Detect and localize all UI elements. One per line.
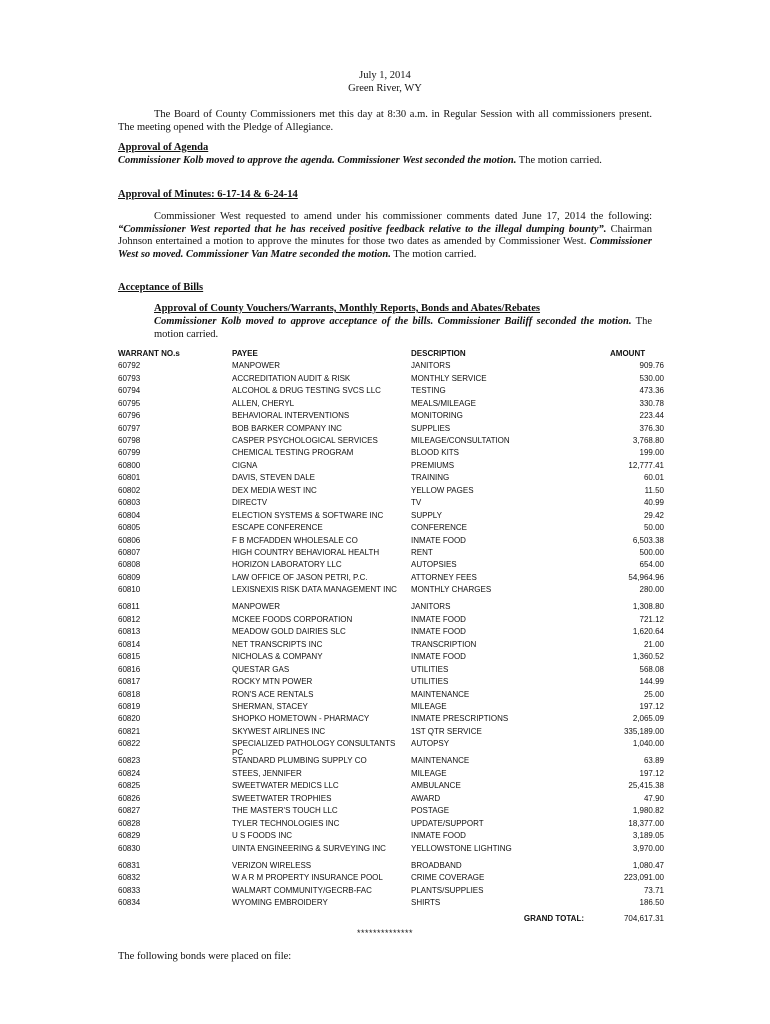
warrant-cell: 60828: [118, 818, 141, 828]
payee-cell: CASPER PSYCHOLOGICAL SERVICES: [232, 436, 378, 446]
warrant-cell: 60814: [118, 639, 141, 649]
amount-cell: 568.08: [639, 664, 664, 674]
table-body: [118, 361, 664, 910]
agenda-paragraph: [118, 155, 652, 168]
warrant-cell: 60797: [118, 423, 141, 433]
warrant-cell: 60803: [118, 498, 141, 508]
description-cell: RENT: [411, 547, 433, 557]
description-cell: BROADBAND: [411, 860, 462, 870]
amount-cell: 144.99: [639, 677, 664, 687]
amount-cell: 199.00: [639, 448, 664, 458]
description-cell: TV: [411, 498, 422, 508]
description-cell: INMATE FOOD: [411, 652, 466, 662]
table-row: [118, 448, 664, 460]
table-row: [118, 756, 664, 768]
table-row: [118, 548, 664, 560]
description-cell: SUPPLY: [411, 510, 442, 520]
payee-cell: WALMART COMMUNITY/GECRB-FAC: [232, 885, 372, 895]
agenda-heading: Approval of Agenda: [118, 142, 209, 153]
table-row: [118, 794, 664, 806]
description-cell: PREMIUMS: [411, 460, 455, 470]
warrant-cell: 60818: [118, 689, 141, 699]
amount-cell: 18,377.00: [628, 818, 664, 828]
payee-cell: MCKEE FOODS CORPORATION: [232, 614, 353, 624]
description-cell: PLANTS/SUPPLIES: [411, 885, 484, 895]
amount-cell: 280.00: [639, 585, 664, 595]
warrant-cell: 60832: [118, 873, 141, 883]
payee-cell: NET TRANSCRIPTS INC: [232, 639, 323, 649]
table-row: [118, 727, 664, 739]
table-row: [118, 436, 664, 448]
table-row: [118, 665, 664, 677]
amount-cell: 335,189.00: [623, 726, 664, 736]
warrant-cell: 60796: [118, 411, 141, 421]
amount-cell: 1,308.80: [632, 602, 664, 612]
warrant-cell: 60824: [118, 768, 141, 778]
table-row: [118, 536, 664, 548]
payee-cell: ESCAPE CONFERENCE: [232, 523, 323, 533]
grand-total-value: 704,617.31: [623, 914, 664, 923]
warrant-cell: 60829: [118, 831, 141, 841]
description-cell: YELLOW PAGES: [411, 485, 474, 495]
amount-cell: 40.99: [643, 498, 664, 508]
payee-cell: LEXISNEXIS RISK DATA MANAGEMENT INC: [232, 585, 397, 595]
description-cell: INMATE FOOD: [411, 627, 466, 637]
amount-cell: 63.89: [643, 756, 664, 766]
payee-cell: DIRECTV: [232, 498, 268, 508]
payee-cell: DAVIS, STEVEN DALE: [232, 473, 315, 483]
warrant-cell: 60804: [118, 510, 141, 520]
header-warrant: WARRANT NO.s: [118, 349, 180, 358]
amount-cell: 1,080.47: [632, 860, 664, 870]
warrant-cell: 60811: [118, 602, 140, 612]
payee-cell: STEES, JENNIFER: [232, 768, 302, 778]
table-row: [118, 411, 664, 423]
payee-cell: HIGH COUNTRY BEHAVIORAL HEALTH: [232, 547, 380, 557]
table-row: [118, 560, 664, 572]
meeting-date: July 1, 2014: [359, 70, 411, 81]
description-cell: TRANSCRIPTION: [411, 639, 477, 649]
warrant-cell: 60827: [118, 806, 141, 816]
warrant-cell: 60800: [118, 460, 141, 470]
table-row: [118, 652, 664, 664]
payee-cell: ALCOHOL & DRUG TESTING SVCS LLC: [232, 386, 381, 396]
description-cell: JANITORS: [411, 361, 451, 371]
payee-cell: RON'S ACE RENTALS: [232, 689, 314, 699]
description-cell: BLOOD KITS: [411, 448, 460, 458]
table-row: [118, 627, 664, 639]
warrant-cell: 60812: [118, 614, 141, 624]
payee-cell: MANPOWER: [232, 361, 280, 371]
payee-cell: SHOPKO HOMETOWN - PHARMACY: [232, 714, 370, 724]
header-description: DESCRIPTION: [411, 349, 466, 358]
description-cell: UTILITIES: [411, 664, 449, 674]
payee-cell: ROCKY MTN POWER: [232, 677, 313, 687]
description-cell: YELLOWSTONE LIGHTING: [411, 843, 512, 853]
description-cell: 1ST QTR SERVICE: [411, 726, 482, 736]
grand-total-label: GRAND TOTAL:: [523, 914, 584, 923]
description-cell: UPDATE/SUPPORT: [411, 818, 484, 828]
table-row: [118, 511, 664, 523]
description-cell: MAINTENANCE: [411, 689, 470, 699]
amount-cell: 473.36: [639, 386, 664, 396]
amount-cell: 197.12: [639, 701, 664, 711]
payee-cell: MEADOW GOLD DAIRIES SLC: [232, 627, 346, 637]
description-cell: UTILITIES: [411, 677, 449, 687]
payee-cell: ACCREDITATION AUDIT & RISK: [232, 373, 351, 383]
warrant-cell: 60806: [118, 535, 141, 545]
minutes-quote: “Commissioner West reported that he has received positive feedback relative to the illegal dumping bounty”.: [118, 223, 607, 235]
description-cell: ATTORNEY FEES: [411, 572, 477, 582]
description-cell: AUTOPSY: [411, 739, 450, 749]
vouchers-result: The motion carried.: [154, 316, 652, 340]
amount-cell: 909.76: [639, 361, 664, 371]
amount-cell: 54,964.96: [628, 572, 664, 582]
description-cell: TRAINING: [411, 473, 450, 483]
payee-cell: BOB BARKER COMPANY INC: [232, 423, 342, 433]
payee-cell: F B MCFADDEN WHOLESALE CO: [232, 535, 358, 545]
warrant-cell: 60807: [118, 547, 141, 557]
description-cell: SUPPLIES: [411, 423, 451, 433]
bills-heading: Acceptance of Bills: [118, 282, 204, 293]
payee-cell: TYLER TECHNOLOGIES INC: [232, 818, 340, 828]
payee-cell: MANPOWER: [232, 602, 280, 612]
vouchers-motion: Commissioner Kolb moved to approve acceptance of the bills. Commissioner Bailiff seconded the motion.: [154, 316, 632, 327]
amount-cell: 500.00: [639, 547, 664, 557]
amount-cell: 1,360.52: [632, 652, 664, 662]
description-cell: AMBULANCE: [411, 781, 461, 791]
grand-total-row: [118, 914, 664, 923]
table-row: [118, 473, 664, 485]
minutes-paragraph: [118, 211, 652, 261]
meeting-location: Green River, WY: [348, 83, 422, 94]
amount-cell: 186.50: [639, 898, 664, 908]
table-row: [118, 844, 664, 861]
amount-cell: 12,777.41: [628, 460, 664, 470]
warrant-cell: 60831: [118, 860, 141, 870]
warrant-cell: 60820: [118, 714, 141, 724]
amount-cell: 654.00: [639, 560, 664, 570]
payee-cell: SWEETWATER MEDICS LLC: [232, 781, 339, 791]
amount-cell: 376.30: [639, 423, 664, 433]
table-row: [118, 677, 664, 689]
payee-cell: SPECIALIZED PATHOLOGY CONSULTANTS PC: [232, 739, 396, 758]
table-row: [118, 861, 664, 873]
warrant-cell: 60808: [118, 560, 141, 570]
payee-cell: STANDARD PLUMBING SUPPLY CO: [232, 756, 367, 766]
description-cell: JANITORS: [411, 602, 451, 612]
warrant-cell: 60822: [118, 739, 141, 749]
amount-cell: 3,970.00: [632, 843, 664, 853]
agenda-result: The motion carried.: [518, 155, 602, 166]
amount-cell: 721.12: [639, 614, 664, 624]
amount-cell: 1,620.64: [632, 627, 664, 637]
description-cell: CONFERENCE: [411, 523, 468, 533]
description-cell: AWARD: [411, 793, 441, 803]
intro-paragraph: The Board of County Commissioners met this day at 8:30 a.m. in Regular Session with all commissioners present. The meeting opened with the Pledge of Allegiance.: [118, 109, 652, 133]
minutes-motion: Commissioner West so moved. Commissioner Van Matre seconded the motion.: [118, 236, 652, 260]
description-cell: MILEAGE: [411, 701, 447, 711]
table-row: [118, 781, 664, 793]
payee-cell: BEHAVIORAL INTERVENTIONS: [232, 411, 350, 421]
table-row: [118, 886, 664, 898]
table-row: [118, 640, 664, 652]
payee-cell: QUESTAR GAS: [232, 664, 290, 674]
payee-cell: UINTA ENGINEERING & SURVEYING INC: [232, 843, 386, 853]
description-cell: AUTOPSIES: [411, 560, 457, 570]
warrant-cell: 60823: [118, 756, 141, 766]
warrant-cell: 60799: [118, 448, 141, 458]
table-row: [118, 486, 664, 498]
payee-cell: SKYWEST AIRLINES INC: [232, 726, 326, 736]
description-cell: INMATE PRESCRIPTIONS: [411, 714, 509, 724]
description-cell: MONTHLY CHARGES: [411, 585, 492, 595]
table-row: [118, 361, 664, 373]
agenda-motion: Commissioner Kolb moved to approve the agenda. Commissioner West seconded the motion.: [118, 155, 517, 166]
amount-cell: 73.71: [643, 885, 664, 895]
table-row: [118, 873, 664, 885]
table-row: [118, 424, 664, 436]
amount-cell: 6,503.38: [632, 535, 664, 545]
header-amount: AMOUNT: [610, 349, 646, 358]
payee-cell: W A R M PROPERTY INSURANCE POOL: [232, 873, 383, 883]
table-row: [118, 898, 664, 910]
amount-cell: 1,040.00: [632, 739, 664, 749]
minutes-result: The motion carried.: [390, 248, 477, 260]
description-cell: MILEAGE: [411, 768, 447, 778]
table-row: [118, 615, 664, 627]
amount-cell: 25,415.38: [628, 781, 664, 791]
payee-cell: SHERMAN, STACEY: [232, 701, 308, 711]
warrant-cell: 60805: [118, 523, 141, 533]
warrant-cell: 60809: [118, 572, 141, 582]
table-row: [118, 498, 664, 510]
table-row: [118, 386, 664, 398]
description-cell: MONTHLY SERVICE: [411, 373, 487, 383]
amount-cell: 11.50: [644, 485, 664, 495]
description-cell: INMATE FOOD: [411, 831, 466, 841]
description-cell: MEALS/MILEAGE: [411, 398, 476, 408]
table-row: [118, 702, 664, 714]
payee-cell: VERIZON WIRELESS: [232, 860, 312, 870]
warrant-cell: 60794: [118, 386, 141, 396]
warrant-cell: 60813: [118, 627, 141, 637]
warrant-cell: 60819: [118, 701, 141, 711]
vouchers-paragraph: [154, 316, 652, 341]
amount-cell: 2,065.09: [632, 714, 664, 724]
amount-cell: 50.00: [643, 523, 664, 533]
warrant-cell: 60793: [118, 373, 141, 383]
payee-cell: ALLEN, CHERYL: [232, 398, 295, 408]
amount-cell: 47.90: [643, 793, 664, 803]
header-payee: PAYEE: [232, 349, 258, 358]
description-cell: MILEAGE/CONSULTATION: [411, 436, 510, 446]
payee-cell: NICHOLAS & COMPANY: [232, 652, 323, 662]
description-cell: TESTING: [411, 386, 446, 396]
warrant-cell: 60826: [118, 793, 141, 803]
description-cell: POSTAGE: [411, 806, 450, 816]
amount-cell: 530.00: [639, 373, 664, 383]
table-row: [118, 461, 664, 473]
minutes-heading: Approval of Minutes: 6-17-14 & 6-24-14: [118, 189, 298, 200]
warrant-cell: 60801: [118, 473, 141, 483]
description-cell: SHIRTS: [411, 898, 441, 908]
amount-cell: 21.00: [643, 639, 664, 649]
description-cell: CRIME COVERAGE: [411, 873, 485, 883]
warrant-cell: 60802: [118, 485, 141, 495]
description-cell: INMATE FOOD: [411, 614, 466, 624]
warrant-cell: 60815: [118, 652, 141, 662]
warrant-cell: 60817: [118, 677, 141, 687]
payee-cell: CHEMICAL TESTING PROGRAM: [232, 448, 354, 458]
payee-cell: THE MASTER'S TOUCH LLC: [232, 806, 338, 816]
table-row: [118, 602, 664, 614]
minutes-text-2: Chairman Johnson entertained a motion to approve the minutes for those two dates as amended by Commissioner West.: [118, 223, 652, 247]
description-cell: MONITORING: [411, 411, 463, 421]
table-row: [118, 585, 664, 602]
payee-cell: WYOMING EMBROIDERY: [232, 898, 328, 908]
table-row: [118, 769, 664, 781]
warrant-cell: 60816: [118, 664, 141, 674]
table-row: [118, 690, 664, 702]
table-row: [118, 819, 664, 831]
warrant-cell: 60821: [118, 726, 141, 736]
warrant-cell: 60798: [118, 436, 141, 446]
table-row: [118, 806, 664, 818]
amount-cell: 1,980.82: [632, 806, 664, 816]
warrant-cell: 60833: [118, 885, 141, 895]
minutes-text-1: Commissioner West requested to amend under his commissioner comments dated June 17, 2014 the following:: [154, 211, 652, 222]
amount-cell: 25.00: [643, 689, 664, 699]
payee-cell: U S FOODS INC: [232, 831, 293, 841]
description-cell: MAINTENANCE: [411, 756, 470, 766]
warrants-table: [118, 349, 664, 910]
description-cell: INMATE FOOD: [411, 535, 466, 545]
table-row: [118, 573, 664, 585]
payee-cell: ELECTION SYSTEMS & SOFTWARE INC: [232, 510, 384, 520]
table-header-row: [118, 349, 664, 361]
table-row: [118, 831, 664, 843]
warrant-cell: 60795: [118, 398, 141, 408]
warrant-cell: 60810: [118, 585, 141, 595]
table-row: [118, 399, 664, 411]
amount-cell: 197.12: [639, 768, 664, 778]
table-row: [118, 714, 664, 726]
amount-cell: 60.01: [643, 473, 664, 483]
payee-cell: CIGNA: [232, 460, 258, 470]
section-separator: **************: [356, 928, 414, 938]
warrant-cell: 60830: [118, 843, 141, 853]
payee-cell: HORIZON LABORATORY LLC: [232, 560, 342, 570]
payee-cell: LAW OFFICE OF JASON PETRI, P.C.: [232, 572, 368, 582]
table-row: [118, 739, 664, 756]
amount-cell: 223.44: [639, 411, 664, 421]
amount-cell: 3,768.80: [632, 436, 664, 446]
vouchers-heading: Approval of County Vouchers/Warrants, Monthly Reports, Bonds and Abates/Rebates: [154, 303, 541, 314]
bonds-intro: The following bonds were placed on file:: [118, 951, 292, 962]
payee-cell: DEX MEDIA WEST INC: [232, 485, 317, 495]
amount-cell: 29.42: [643, 510, 664, 520]
table-row: [118, 374, 664, 386]
amount-cell: 330.78: [639, 398, 664, 408]
amount-cell: 223,091.00: [623, 873, 664, 883]
payee-cell: SWEETWATER TROPHIES: [232, 793, 332, 803]
warrant-cell: 60792: [118, 361, 141, 371]
warrant-cell: 60825: [118, 781, 141, 791]
warrant-cell: 60834: [118, 898, 141, 908]
amount-cell: 3,189.05: [632, 831, 664, 841]
table-row: [118, 523, 664, 535]
